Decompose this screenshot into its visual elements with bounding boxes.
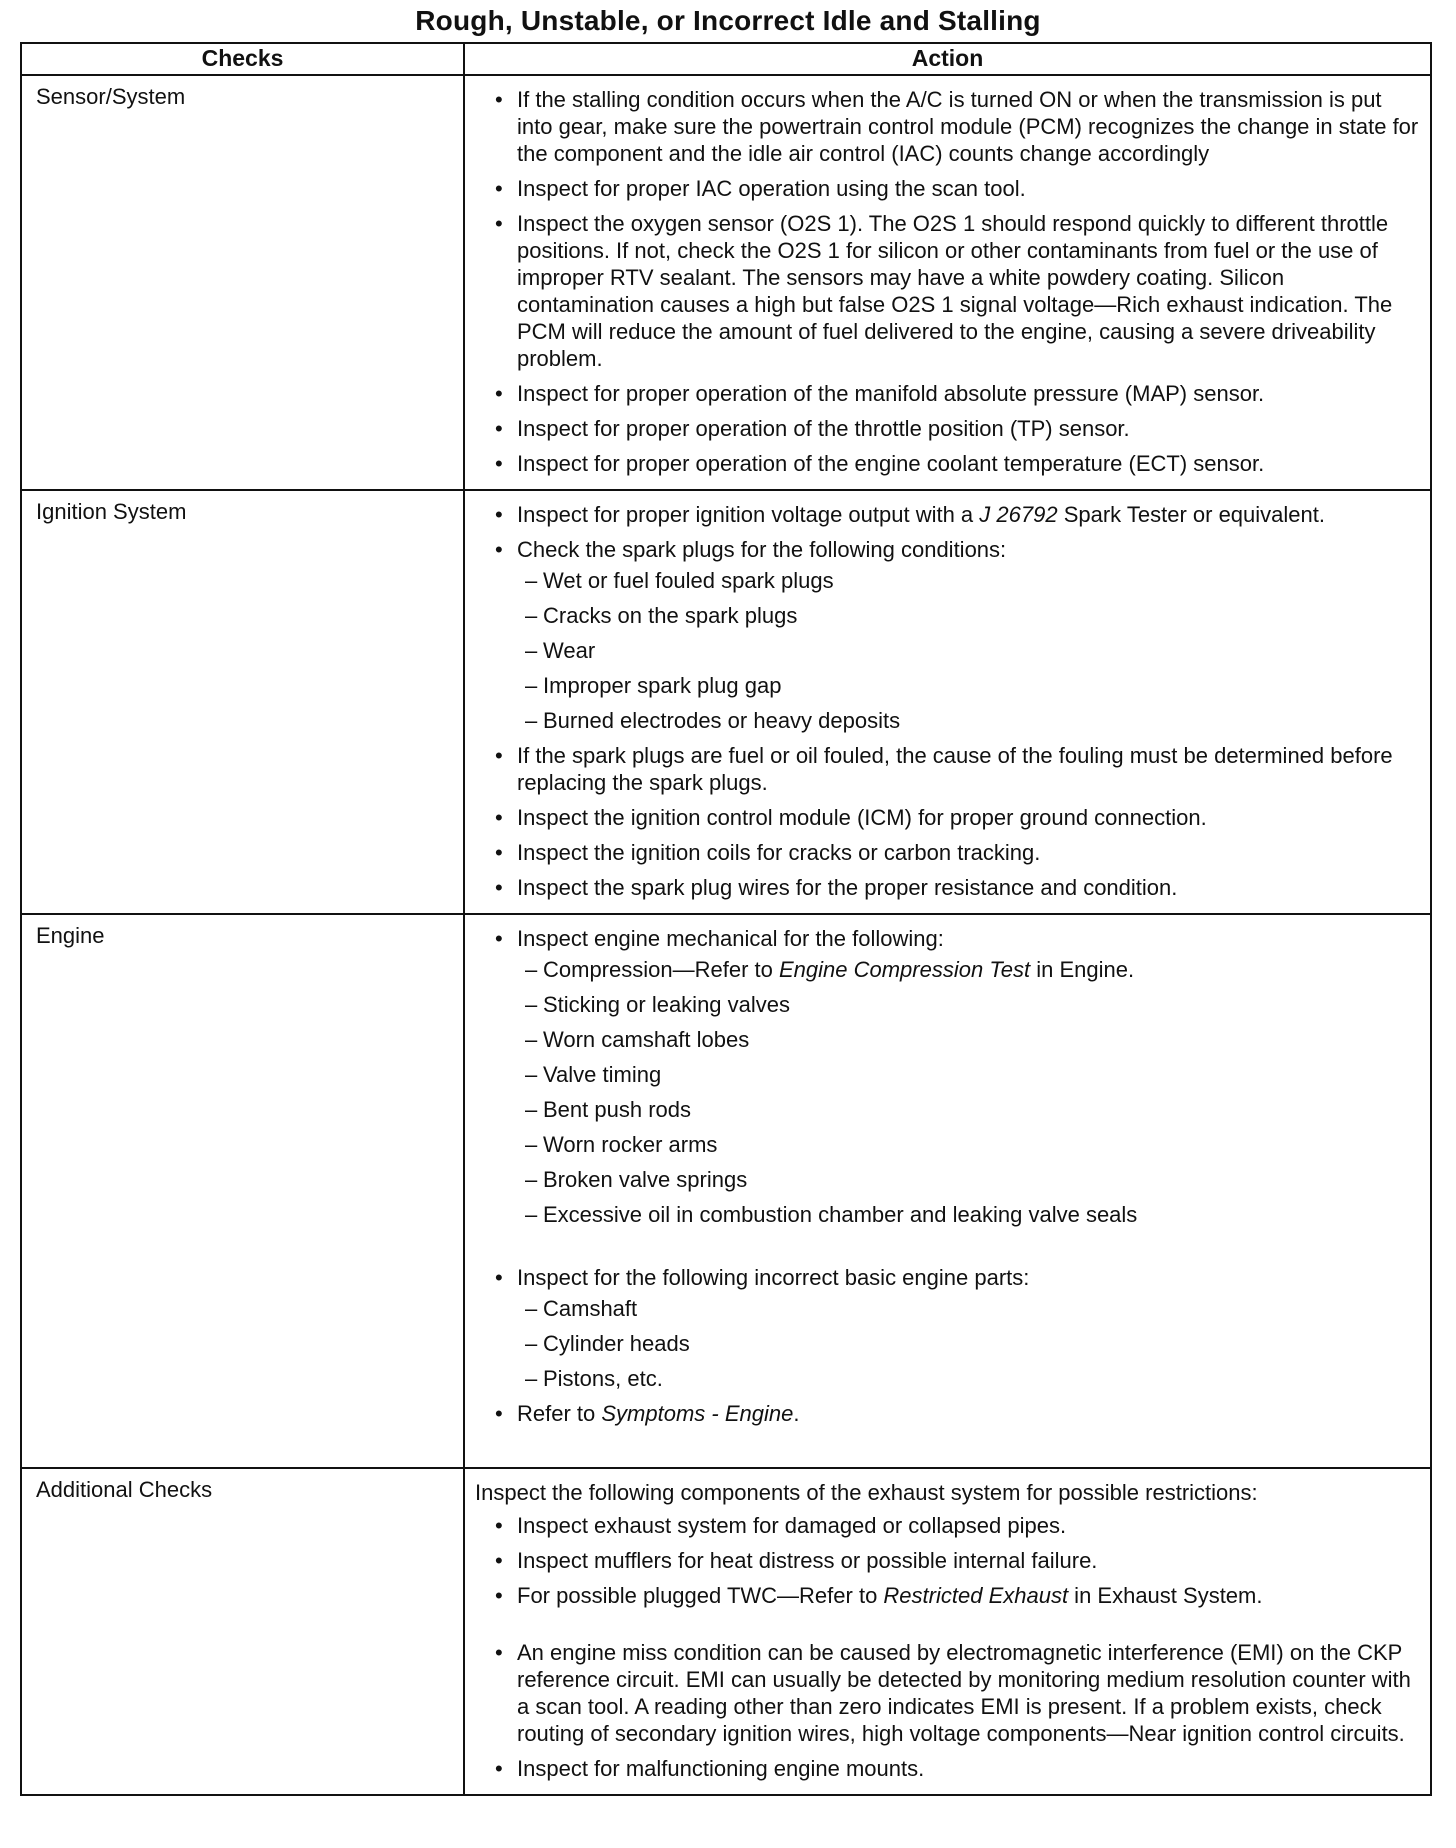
list-item: • Inspect for proper operation of the throttle position (TP) sensor. [493,415,1420,442]
list-item [493,1264,1420,1392]
checks-column-header: Checks [21,43,464,75]
list-item [493,1582,1420,1609]
text: Spark Tester or equivalent. [1057,502,1325,527]
check-cell-engine: Engine [21,914,464,1468]
sub-list-item: – Cracks on the spark plugs [525,602,1420,629]
text: Check the spark plugs for the following conditions: [517,537,1007,562]
sub-list-item: – Camshaft [525,1295,1420,1322]
dash-list [517,956,1420,1228]
list-item [493,925,1420,1228]
text: Refer to [517,1401,602,1426]
header-row [21,43,1431,75]
list-item: • Inspect the ignition coils for cracks or carbon tracking. [493,839,1420,866]
list-item: • Inspect for proper operation of the manifold absolute pressure (MAP) sensor. [493,380,1420,407]
action-cell-additional-checks [464,1468,1431,1795]
sub-list-item: – Wet or fuel fouled spark plugs [525,567,1420,594]
check-cell-additional-checks: Additional Checks [21,1468,464,1795]
text: Inspect for proper ignition voltage output with a [517,502,980,527]
bullet-list [493,925,1420,1427]
diagnostic-table [20,42,1432,1796]
sub-list-item: – Broken valve springs [525,1166,1420,1193]
section-intro: Inspect the following components of the exhaust system for possible restrictions: [475,1480,1258,1505]
action-cell-sensor-system [464,75,1431,490]
cross-reference: Symptoms - Engine [601,1401,794,1426]
list-item: • If the spark plugs are fuel or oil fouled, the cause of the fouling must be determined before replacing the spark plugs. [493,742,1420,796]
list-item: • Inspect for malfunctioning engine mounts. [493,1755,1420,1782]
sub-list-item: – Pistons, etc. [525,1365,1420,1392]
text: Compression—Refer to [543,957,779,982]
sub-list-item: – Cylinder heads [525,1330,1420,1357]
sub-list-item: – Wear [525,637,1420,664]
sub-list-item [525,956,1420,983]
sub-list-item: – Worn camshaft lobes [525,1026,1420,1053]
action-cell-engine [464,914,1431,1468]
dash-list [517,567,1420,734]
table-row [21,914,1431,1468]
sub-list-item: – Excessive oil in combustion chamber and leaking valve seals [525,1201,1420,1228]
tool-reference: J 26792 [979,502,1058,527]
text: For possible plugged TWC—Refer to [517,1583,884,1608]
list-item: • If the stalling condition occurs when the A/C is turned ON or when the transmission is put into gear, make sure the powertrain control module (PCM) recognizes the change in state for the component and the idle air control (IAC) counts change accordingly [493,86,1420,167]
check-cell-ignition-system: Ignition System [21,490,464,914]
list-item [493,1400,1420,1427]
sub-list-item: – Sticking or leaking valves [525,991,1420,1018]
table-row [21,1468,1431,1795]
text: in Exhaust System. [1068,1583,1263,1608]
list-item: • Inspect mufflers for heat distress or possible internal failure. [493,1547,1420,1574]
text: . [793,1401,800,1426]
action-cell-ignition-system [464,490,1431,914]
action-column-header: Action [464,43,1431,75]
list-item: • Inspect the oxygen sensor (O2S 1). The O2S 1 should respond quickly to different throttle positions. If not, check the O2S 1 for silicon or other contaminants from fuel or the use of improper RTV sealant. The sensors may have a white powdery coating. Silicon contamination causes a high but false O2S 1 signal voltage—Rich exhaust indication. The PCM will reduce the amount of fuel delivered to the engine, causing a severe driveability problem. [493,210,1420,372]
sub-list-item: – Burned electrodes or heavy deposits [525,707,1420,734]
text: in Engine. [1030,957,1135,982]
bullet-list [493,1512,1420,1782]
table-row [21,75,1431,490]
sub-list-item: – Worn rocker arms [525,1131,1420,1158]
bullet-list [493,86,1420,477]
list-item: • Inspect the spark plug wires for the proper resistance and condition. [493,874,1420,901]
sub-list-item: – Valve timing [525,1061,1420,1088]
list-item [493,536,1420,734]
list-item: • An engine miss condition can be caused by electromagnetic interference (EMI) on the CKP reference circuit. EMI can usually be detected by monitoring medium resolution counter with a scan tool. A reading other than zero indicates EMI is present. If a problem exists, check routing of secondary ignition wires, high voltage components—Near ignition control circuits. [493,1639,1420,1747]
cross-reference: Engine Compression Test [778,957,1031,982]
page-title: Rough, Unstable, or Incorrect Idle and Stalling [415,5,1041,36]
list-item [493,501,1420,528]
list-item: • Inspect for proper IAC operation using the scan tool. [493,175,1420,202]
sub-list-item: – Improper spark plug gap [525,672,1420,699]
table-row [21,490,1431,914]
check-cell-sensor-system: Sensor/System [21,75,464,490]
sub-list-item: – Bent push rods [525,1096,1420,1123]
bullet-list [493,501,1420,901]
dash-list [517,1295,1420,1392]
list-item: • Inspect exhaust system for damaged or collapsed pipes. [493,1512,1420,1539]
cross-reference: Restricted Exhaust [883,1583,1069,1608]
list-item: • Inspect for proper operation of the engine coolant temperature (ECT) sensor. [493,450,1420,477]
list-item: • Inspect the ignition control module (ICM) for proper ground connection. [493,804,1420,831]
text: Inspect for the following incorrect basic engine parts: [517,1265,1030,1290]
text: Inspect engine mechanical for the following: [517,926,944,951]
